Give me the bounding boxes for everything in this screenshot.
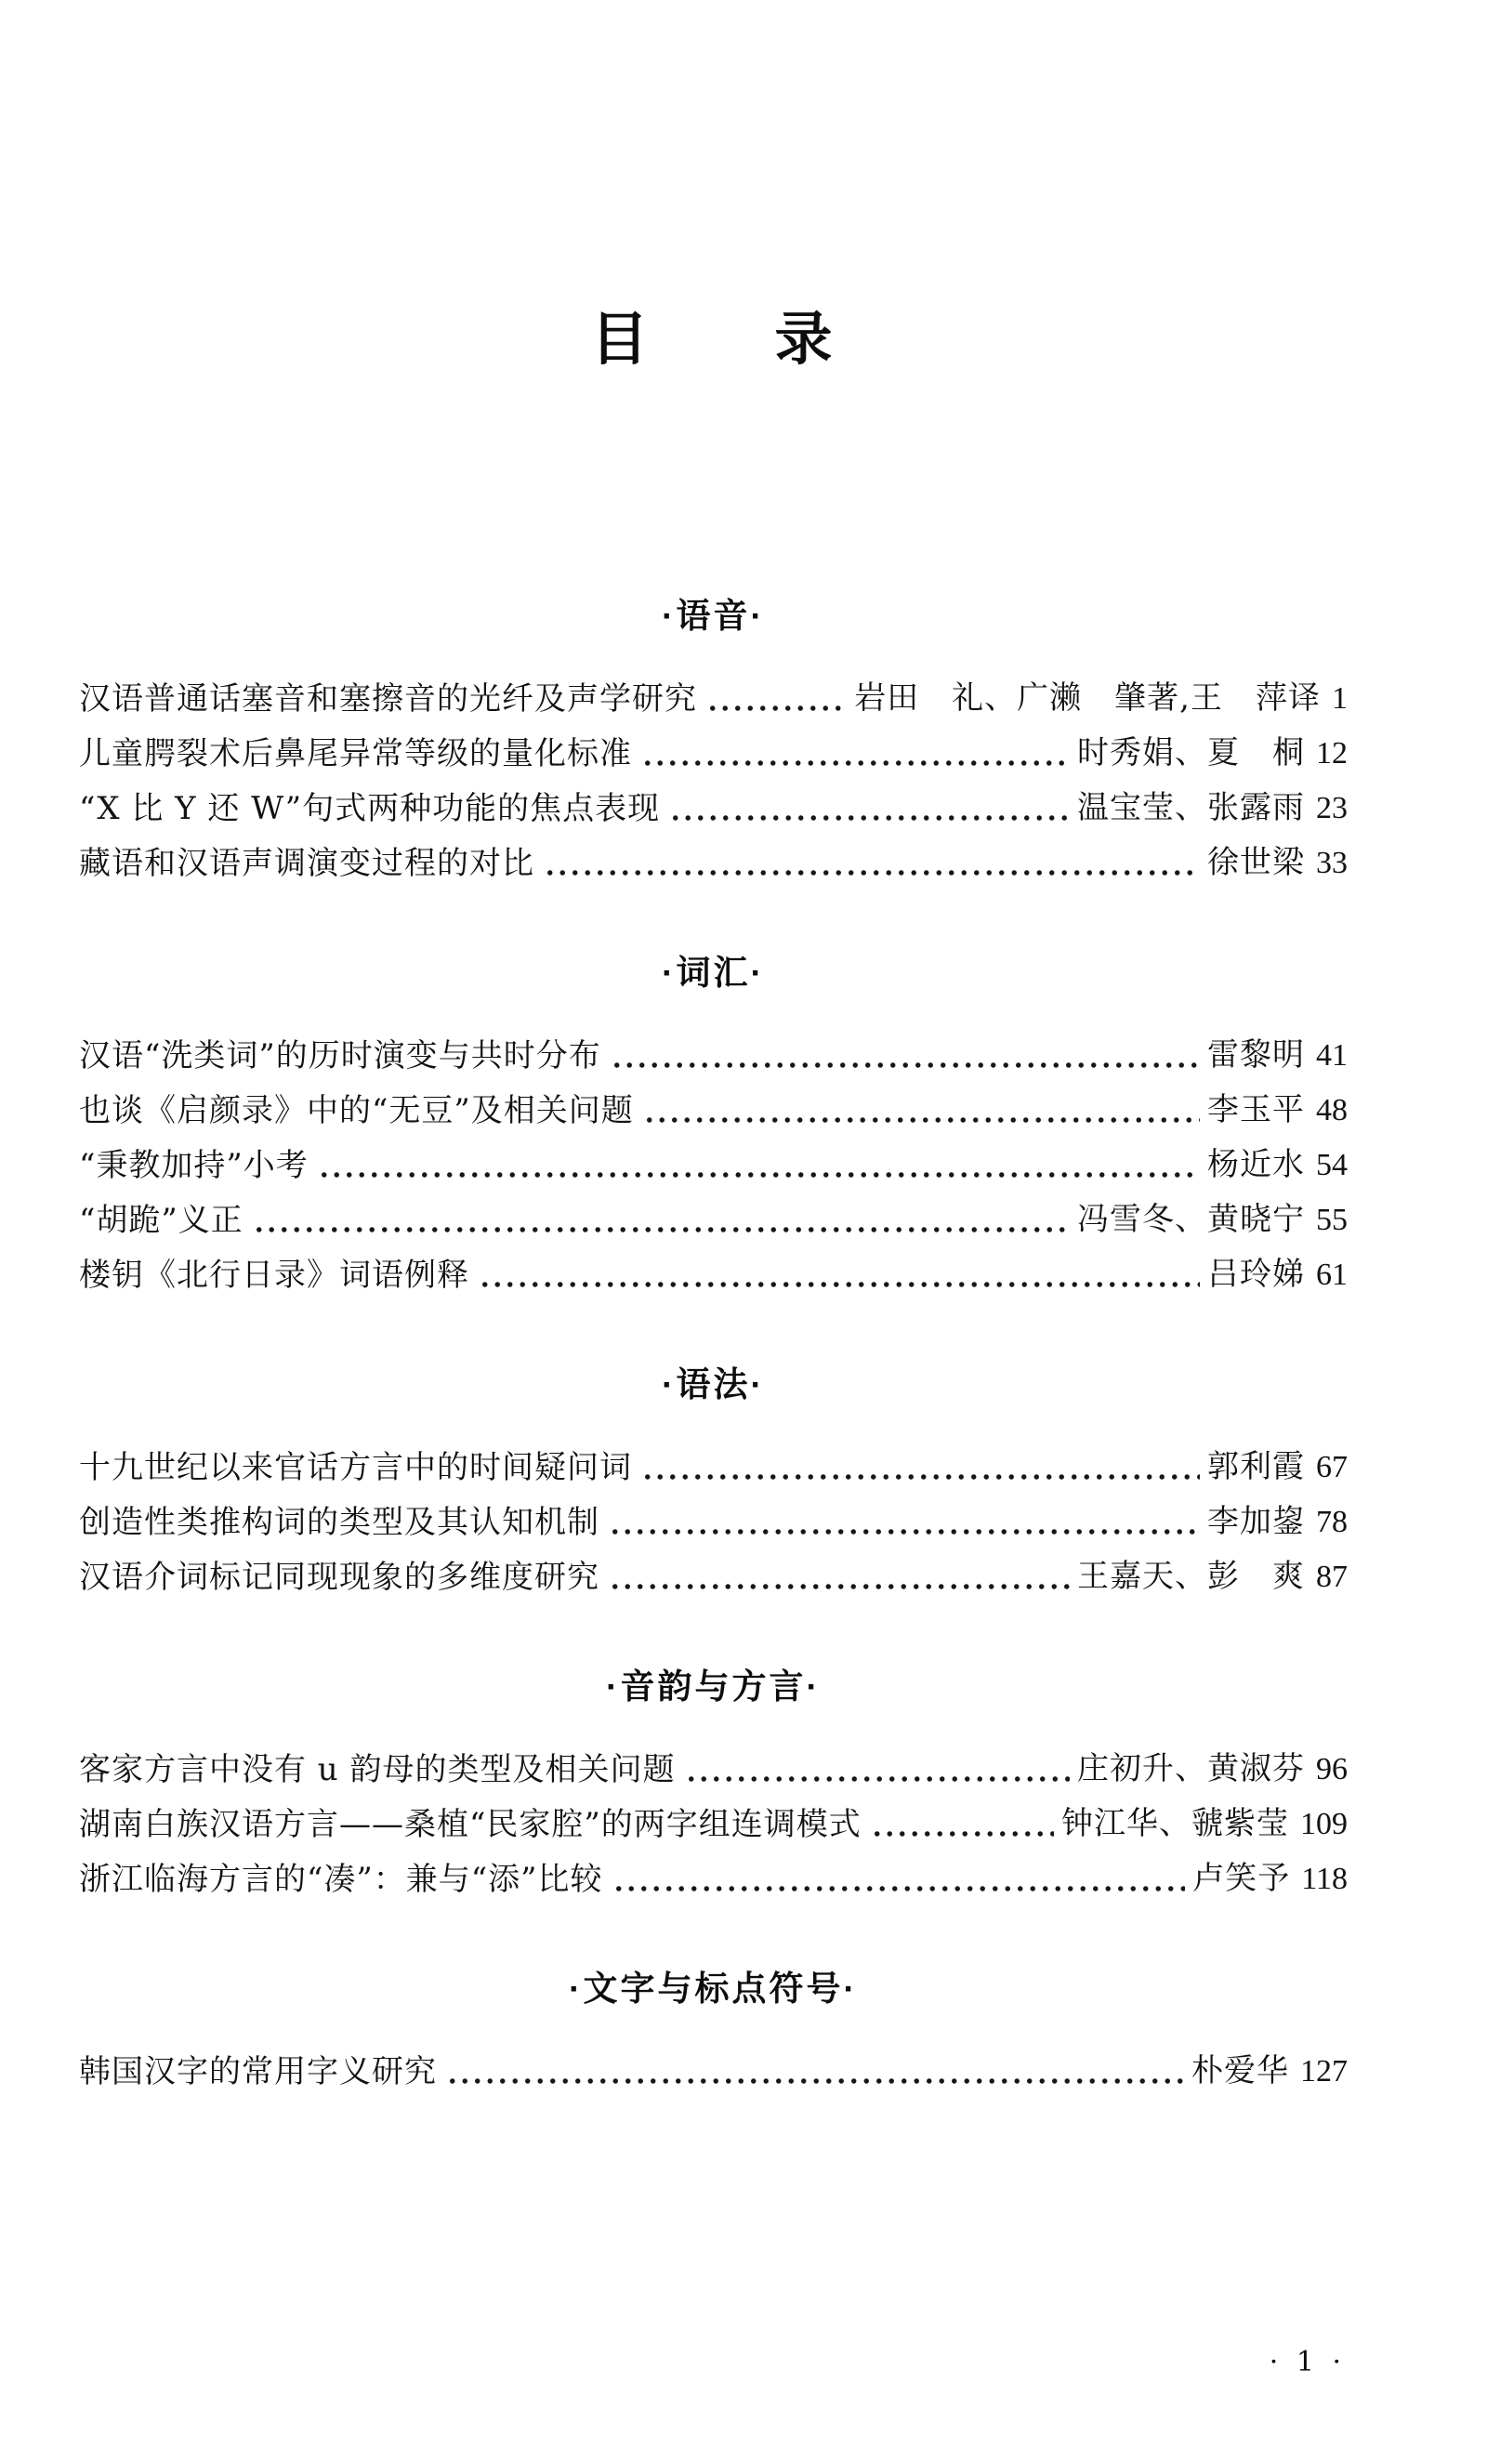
toc-page: [0, 293, 1487, 2099]
dot-leader: [609, 1550, 1070, 1604]
dot-leader: [641, 727, 1070, 781]
entry-title: 汉语普通话塞音和塞擦音的光纤及声学研究: [79, 679, 697, 718]
dot-leader: [446, 2045, 1184, 2099]
section-phonology-dialects: [79, 1658, 1348, 1906]
entry-authors: 郭利霞: [1207, 1448, 1305, 1485]
entry-title: 创造性类推构词的类型及其认知机制: [79, 1503, 599, 1541]
dot-leader: [669, 782, 1070, 836]
entry-page-number: 54: [1316, 1148, 1348, 1182]
entry-authors: 岩田 礼、广濑 肇著,王 萍译: [854, 679, 1321, 717]
toc-entry: [79, 1495, 1348, 1549]
entry-right: [1207, 1440, 1348, 1495]
entry-authors: 雷黎明: [1207, 1036, 1305, 1074]
toc-entry: [79, 1549, 1348, 1604]
entry-authors: 徐世梁: [1207, 844, 1305, 881]
entry-right: [1207, 1495, 1348, 1549]
toc-entry: [79, 1440, 1348, 1495]
entry-authors: 钟江华、虢紫莹: [1061, 1805, 1289, 1842]
entry-title: 浙江临海方言的“凑”：兼与“添”比较: [79, 1860, 603, 1898]
toc-entry: [79, 1797, 1348, 1851]
entry-page-number: 55: [1316, 1203, 1348, 1237]
entry-right: [1077, 781, 1348, 836]
entry-page-number: 12: [1316, 736, 1348, 771]
entry-authors: 时秀娟、夏 桐: [1077, 734, 1305, 771]
dot-leader: [871, 1798, 1054, 1851]
entry-page-number: 33: [1316, 846, 1348, 880]
dot-leader: [479, 1248, 1200, 1302]
entry-page-number: 127: [1300, 2054, 1348, 2088]
dot-leader: [544, 837, 1200, 890]
section-heading: ·词汇·: [662, 954, 765, 992]
entry-authors: 杨近水: [1207, 1146, 1305, 1183]
toc-entry: [79, 836, 1348, 890]
entry-title: 汉语介词标记同现现象的多维度研究: [79, 1558, 599, 1596]
entry-page-number: 48: [1316, 1093, 1348, 1127]
dot-leader: [643, 1084, 1200, 1138]
entry-authors: 温宝莹、张露雨: [1077, 789, 1305, 826]
page-title: 目 录: [590, 308, 836, 372]
entry-authors: 王嘉天、彭 爽: [1077, 1558, 1305, 1595]
entry-authors: 卢笑予: [1192, 1860, 1291, 1897]
entry-right: [1077, 1549, 1348, 1604]
section-grammar: [79, 1356, 1348, 1604]
section-heading: ·语音·: [662, 597, 765, 635]
section-phonetics: [79, 587, 1348, 890]
entry-title: 藏语和汉语声调演变过程的对比: [79, 844, 534, 882]
entry-title: “X 比 Y 还 W”句式两种功能的焦点表现: [79, 789, 661, 827]
entry-right: [1192, 1851, 1348, 1906]
dot-leader: [685, 1743, 1070, 1797]
entry-title: 十九世纪以来官话方言中的时间疑问词: [79, 1448, 632, 1486]
toc-entry: [79, 1138, 1348, 1192]
entry-authors: 冯雪冬、黄晓宁: [1077, 1201, 1305, 1238]
entry-page-number: 87: [1316, 1560, 1348, 1594]
toc-entry: [79, 1851, 1348, 1906]
entry-right: [1207, 1247, 1348, 1302]
dot-leader: [706, 672, 847, 726]
toc-entry: [79, 781, 1348, 836]
entry-page-number: 109: [1300, 1807, 1348, 1841]
entry-authors: 吕玲娣: [1207, 1256, 1305, 1293]
entry-right: [1191, 2044, 1348, 2099]
entry-title: 客家方言中没有 u 韵母的类型及相关问题: [79, 1750, 676, 1788]
entry-right: [1207, 836, 1348, 890]
dot-leader: [641, 1441, 1200, 1495]
entry-right: [854, 671, 1348, 726]
entry-title: 湖南白族汉语方言——桑植“民家腔”的两字组连调模式: [79, 1805, 862, 1843]
section-lexicon: [79, 944, 1348, 1302]
toc-entry: [79, 671, 1348, 726]
entry-right: [1207, 1028, 1348, 1083]
entry-page-number: 61: [1316, 1258, 1348, 1292]
dot-leader: [253, 1193, 1070, 1247]
entry-right: [1061, 1797, 1348, 1851]
section-heading: ·文字与标点符号·: [569, 1970, 858, 2008]
folio-page-number: · 1 ·: [1269, 2346, 1346, 2378]
entry-authors: 庄初升、黄淑芬: [1077, 1750, 1305, 1787]
entry-page-number: 41: [1316, 1038, 1348, 1073]
toc-entry: [79, 726, 1348, 781]
entry-page-number: 96: [1316, 1752, 1348, 1786]
dot-leader: [612, 1852, 1186, 1906]
entry-page-number: 118: [1301, 1862, 1348, 1896]
toc-entry: [79, 1192, 1348, 1247]
toc-entry: [79, 1028, 1348, 1083]
toc-entry: [79, 1083, 1348, 1138]
section-writing-punctuation: [79, 1960, 1348, 2099]
entry-page-number: 23: [1316, 791, 1348, 825]
entry-page-number: 78: [1316, 1505, 1348, 1539]
entry-right: [1207, 1083, 1348, 1138]
entry-right: [1207, 1138, 1348, 1192]
section-heading: ·语法·: [662, 1365, 765, 1403]
entry-title: 楼钥《北行日录》词语例释: [79, 1256, 469, 1294]
toc-entry: [79, 1742, 1348, 1797]
entry-title: 韩国汉字的常用字义研究: [79, 2052, 437, 2090]
entry-title: 儿童腭裂术后鼻尾异常等级的量化标准: [79, 734, 632, 772]
entry-title: 也谈《启颜录》中的“无豆”及相关问题: [79, 1091, 634, 1129]
entry-page-number: 67: [1316, 1450, 1348, 1484]
entry-title: “胡跪”义正: [79, 1201, 243, 1239]
entry-page-number: 1: [1332, 681, 1348, 716]
entry-authors: 朴爱华: [1191, 2052, 1289, 2089]
toc-entry: [79, 1247, 1348, 1302]
entry-right: [1077, 1192, 1348, 1247]
section-heading: ·音韵与方言·: [606, 1667, 821, 1706]
entry-authors: 李玉平: [1207, 1091, 1305, 1128]
dot-leader: [318, 1139, 1200, 1192]
entry-title: 汉语“洗类词”的历时演变与共时分布: [79, 1036, 601, 1074]
dot-leader: [611, 1029, 1200, 1083]
entry-authors: 李加鋆: [1207, 1503, 1305, 1540]
toc-entry: [79, 2044, 1348, 2099]
entry-title: “秉教加持”小考: [79, 1146, 309, 1184]
dot-leader: [609, 1496, 1200, 1549]
entry-right: [1077, 726, 1348, 781]
entry-right: [1077, 1742, 1348, 1797]
